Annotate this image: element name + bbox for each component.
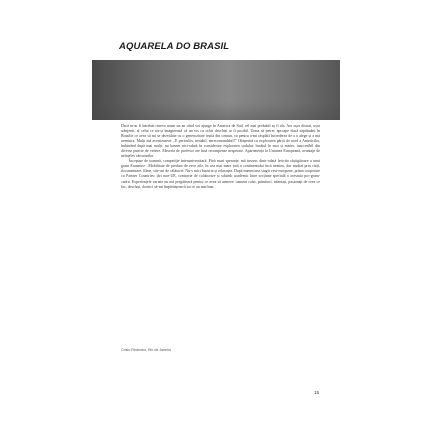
chapter-title: AQUARELA DO BRASIL: [119, 41, 230, 52]
page-number: 15: [314, 390, 320, 395]
cristo-redentor-photo: [92, 60, 340, 120]
photo-caption: Cristo Redentor, Rio de Janeiro: [121, 348, 172, 352]
paragraph-1: Dacă m-ar fi întrebat cineva acum un an când voi ajunge în America de Sud, cel mai probabil aș fi râs. Aer ușor distrat, ușor stânjenit, al celui ce nu-și imaginează că un vis cu ochii deschiși ar fi posibil. Urma să petrec aproape două săptămâni în Brazilie ce avea să mi se dezvăluie cu o generozitate ieșită din comun, ca pentru a-mi răsplăti încrederea de a o alege și a mă aventura. Mulți mă avertizaseră: „E periculos, instabil, nerecomandabil!” Obișnuită cu explorarea părții de nord a Americilor, îmbinând după mai mulți, nu hasem nici-odată în considerare explorarea sudului: învățul în mot și mister, inaccesibil din diverse puncte de vedere. Meseria de profesor are însă recompense nesperate. Apartenența la Uniunea Europeană, avantaje de neînțeles cărturarilor.: [121, 124, 320, 159]
paragraph-2: Începuse de toamnă, competiție interuniversitară. Fără mari speranțe, mă trezesc dintr-odată fericita câștigătoare a unui grant Erasmus+. Mobilitate de predare de zece zile, în cea mai mare țară a continentului încă neatins, dar studiat prin cărți, documentare, filme, site-uri de călătorie. Nu-s mici bucuria și relaxațea. După numeroase stagii vest-europene, prima cooperare cu Partner Countries: țări non-UE, contracte de colaborare și schimb academic între secțiune specială a acestuia pro-gram-cadru. Experiențele variate nu mă pregătiseră pentru ce avea să urmeze: oameni calzi, primitori, talentați, pasionați de ceea ce fac, deschiși, dornici să-mi împărtășească tot ce au mai bun.: [121, 159, 320, 189]
body-text: [121, 124, 320, 190]
